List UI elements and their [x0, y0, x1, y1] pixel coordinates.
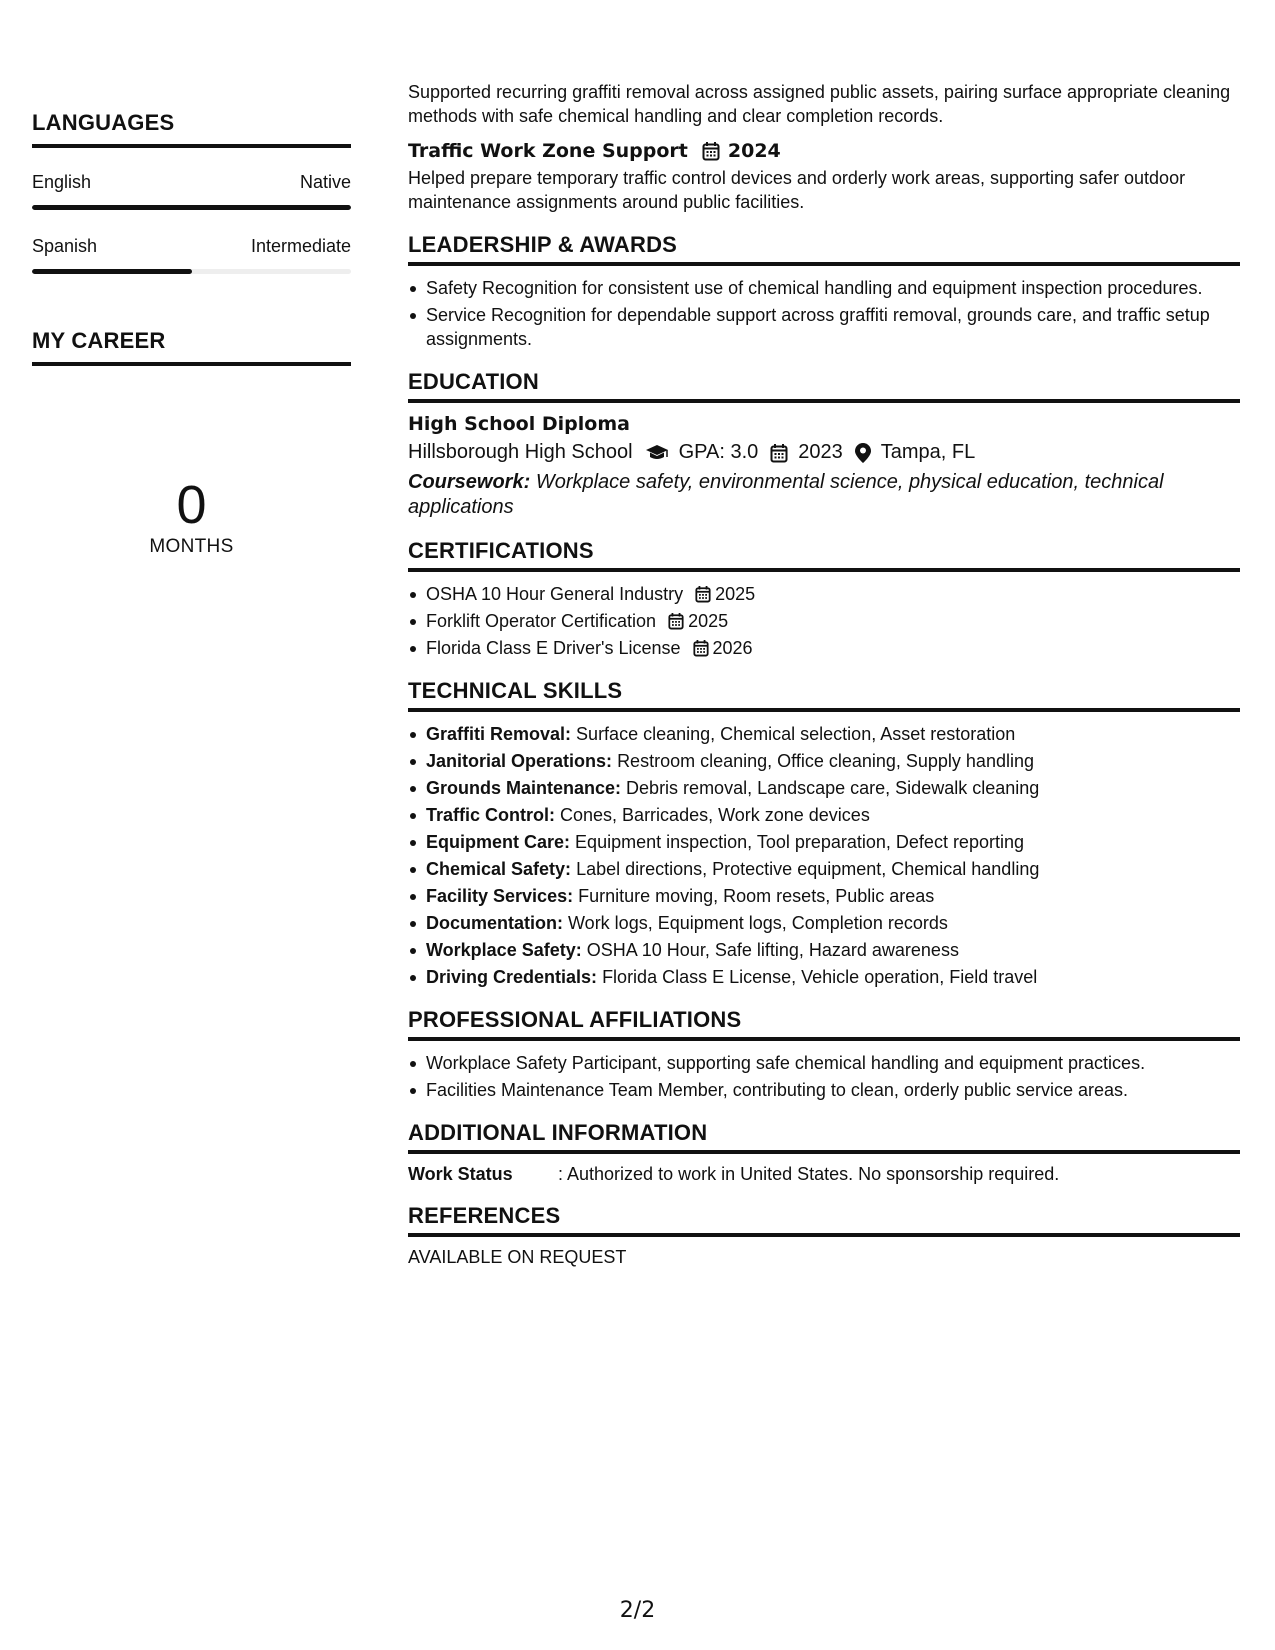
skill-label: Driving Credentials:	[426, 967, 598, 987]
language-proficiency-fill	[32, 269, 192, 274]
location-pin-icon	[855, 443, 871, 463]
work-status-row	[408, 1164, 1240, 1185]
skill-value: Furniture moving, Room resets, Public areas	[578, 886, 935, 906]
language-name: Spanish	[32, 236, 98, 256]
main-content	[408, 80, 1240, 1268]
work-status-value: : Authorized to work in United States. No sponsorship required.	[558, 1164, 1060, 1184]
list-item	[408, 911, 1240, 935]
language-level: Intermediate	[250, 236, 351, 256]
calendar-icon	[770, 443, 788, 463]
list-item	[408, 582, 1240, 606]
certification-name: OSHA 10 Hour General Industry	[426, 584, 684, 604]
skill-value: Restroom cleaning, Office cleaning, Supply handling	[617, 751, 1034, 771]
list-item	[408, 722, 1240, 746]
education-school: Hillsborough High School	[408, 441, 633, 463]
skill-value: Debris removal, Landscape care, Sidewalk cleaning	[626, 778, 1040, 798]
career-heading: MY CAREER	[32, 328, 351, 366]
career-unit: MONTHS	[149, 536, 234, 557]
education-meta	[408, 441, 1240, 464]
references-text: AVAILABLE ON REQUEST	[408, 1247, 627, 1267]
certification-name: Forklift Operator Certification	[426, 611, 657, 631]
experience-description: Helped prepare temporary traffic control devices and orderly work areas, supporting safer outdoor maintenance assignments around public facilities.	[408, 168, 1186, 212]
skill-label: Chemical Safety:	[426, 859, 572, 879]
skill-label: Graffiti Removal:	[426, 724, 572, 744]
list-item: Workplace Safety Participant, supporting safe chemical handling and equipment practices.	[408, 1051, 1240, 1075]
education-degree: High School Diploma	[408, 413, 630, 435]
language-proficiency-fill	[32, 205, 351, 210]
list-item	[408, 830, 1240, 854]
certification-name: Florida Class E Driver's License	[426, 638, 681, 658]
skill-value: OSHA 10 Hour, Safe lifting, Hazard awareness	[586, 940, 959, 960]
language-item	[32, 236, 351, 274]
language-level: Native	[299, 172, 351, 192]
languages-heading: LANGUAGES	[32, 110, 351, 148]
sidebar	[32, 110, 351, 558]
skill-value: Florida Class E License, Vehicle operation, Field travel	[602, 967, 1038, 987]
certification-year: 2025	[715, 584, 756, 604]
additional-info-heading: ADDITIONAL INFORMATION	[408, 1120, 1240, 1154]
certifications-heading: CERTIFICATIONS	[408, 538, 1240, 572]
list-item	[408, 609, 1240, 633]
coursework-value: Workplace safety, environmental science, physical education, technical applications	[408, 471, 1164, 518]
list-item: Service Recognition for dependable support across graffiti removal, grounds care, and traffic setup assignments.	[408, 303, 1240, 351]
education-year: 2023	[798, 441, 843, 463]
list-item	[408, 636, 1240, 660]
work-status-label: Work Status	[408, 1164, 513, 1184]
experience-title: Traffic Work Zone Support	[408, 140, 688, 162]
skills-heading: TECHNICAL SKILLS	[408, 678, 1240, 712]
education-location: Tampa, FL	[880, 441, 976, 463]
list-item	[408, 884, 1240, 908]
list-item: Facilities Maintenance Team Member, contributing to clean, orderly public service areas.	[408, 1078, 1240, 1102]
certifications-list	[408, 582, 1240, 660]
leadership-heading: LEADERSHIP & AWARDS	[408, 232, 1240, 266]
education-gpa: GPA: 3.0	[678, 441, 759, 463]
list-item	[408, 776, 1240, 800]
skill-value: Cones, Barricades, Work zone devices	[560, 805, 870, 825]
skill-label: Traffic Control:	[426, 805, 555, 825]
language-name: English	[32, 172, 92, 192]
skill-label: Facility Services:	[426, 886, 574, 906]
calendar-icon	[695, 585, 711, 603]
career-summary	[32, 476, 351, 558]
list-item	[408, 965, 1240, 989]
skill-value: Work logs, Equipment logs, Completion records	[568, 913, 948, 933]
skill-label: Janitorial Operations:	[426, 751, 613, 771]
leadership-list	[408, 276, 1240, 351]
career-value: 0	[176, 475, 207, 535]
education-heading: EDUCATION	[408, 369, 1240, 403]
experience-title-row	[408, 140, 1240, 162]
education-coursework	[408, 470, 1240, 520]
list-item	[408, 938, 1240, 962]
skills-list	[408, 722, 1240, 989]
certification-year: 2026	[712, 638, 753, 658]
skill-value: Surface cleaning, Chemical selection, Asset restoration	[576, 724, 1016, 744]
coursework-label: Coursework:	[408, 471, 531, 493]
list-item	[408, 803, 1240, 827]
calendar-icon	[702, 141, 720, 161]
certification-year: 2025	[688, 611, 729, 631]
experience-description: Supported recurring graffiti removal across assigned public assets, pairing surface appropriate cleaning methods with safe chemical handling and clear completion records.	[408, 82, 1231, 126]
calendar-icon	[668, 612, 684, 630]
language-item	[32, 172, 351, 210]
language-proficiency-bar	[32, 269, 351, 274]
graduation-cap-icon	[645, 444, 669, 462]
skill-label: Equipment Care:	[426, 832, 571, 852]
list-item	[408, 857, 1240, 881]
references-heading: REFERENCES	[408, 1203, 1240, 1237]
language-proficiency-bar	[32, 205, 351, 210]
experience-year: 2024	[727, 140, 781, 162]
page-number: 2/2	[619, 1598, 656, 1623]
skill-label: Documentation:	[426, 913, 563, 933]
skill-label: Workplace Safety:	[426, 940, 582, 960]
skill-value: Equipment inspection, Tool preparation, Defect reporting	[575, 832, 1024, 852]
affiliations-heading: PROFESSIONAL AFFILIATIONS	[408, 1007, 1240, 1041]
list-item	[408, 749, 1240, 773]
skill-value: Label directions, Protective equipment, Chemical handling	[576, 859, 1040, 879]
languages-list	[32, 172, 351, 274]
affiliations-list	[408, 1051, 1240, 1102]
skill-label: Grounds Maintenance:	[426, 778, 622, 798]
list-item: Safety Recognition for consistent use of chemical handling and equipment inspection procedures.	[408, 276, 1240, 300]
calendar-icon	[693, 639, 709, 657]
